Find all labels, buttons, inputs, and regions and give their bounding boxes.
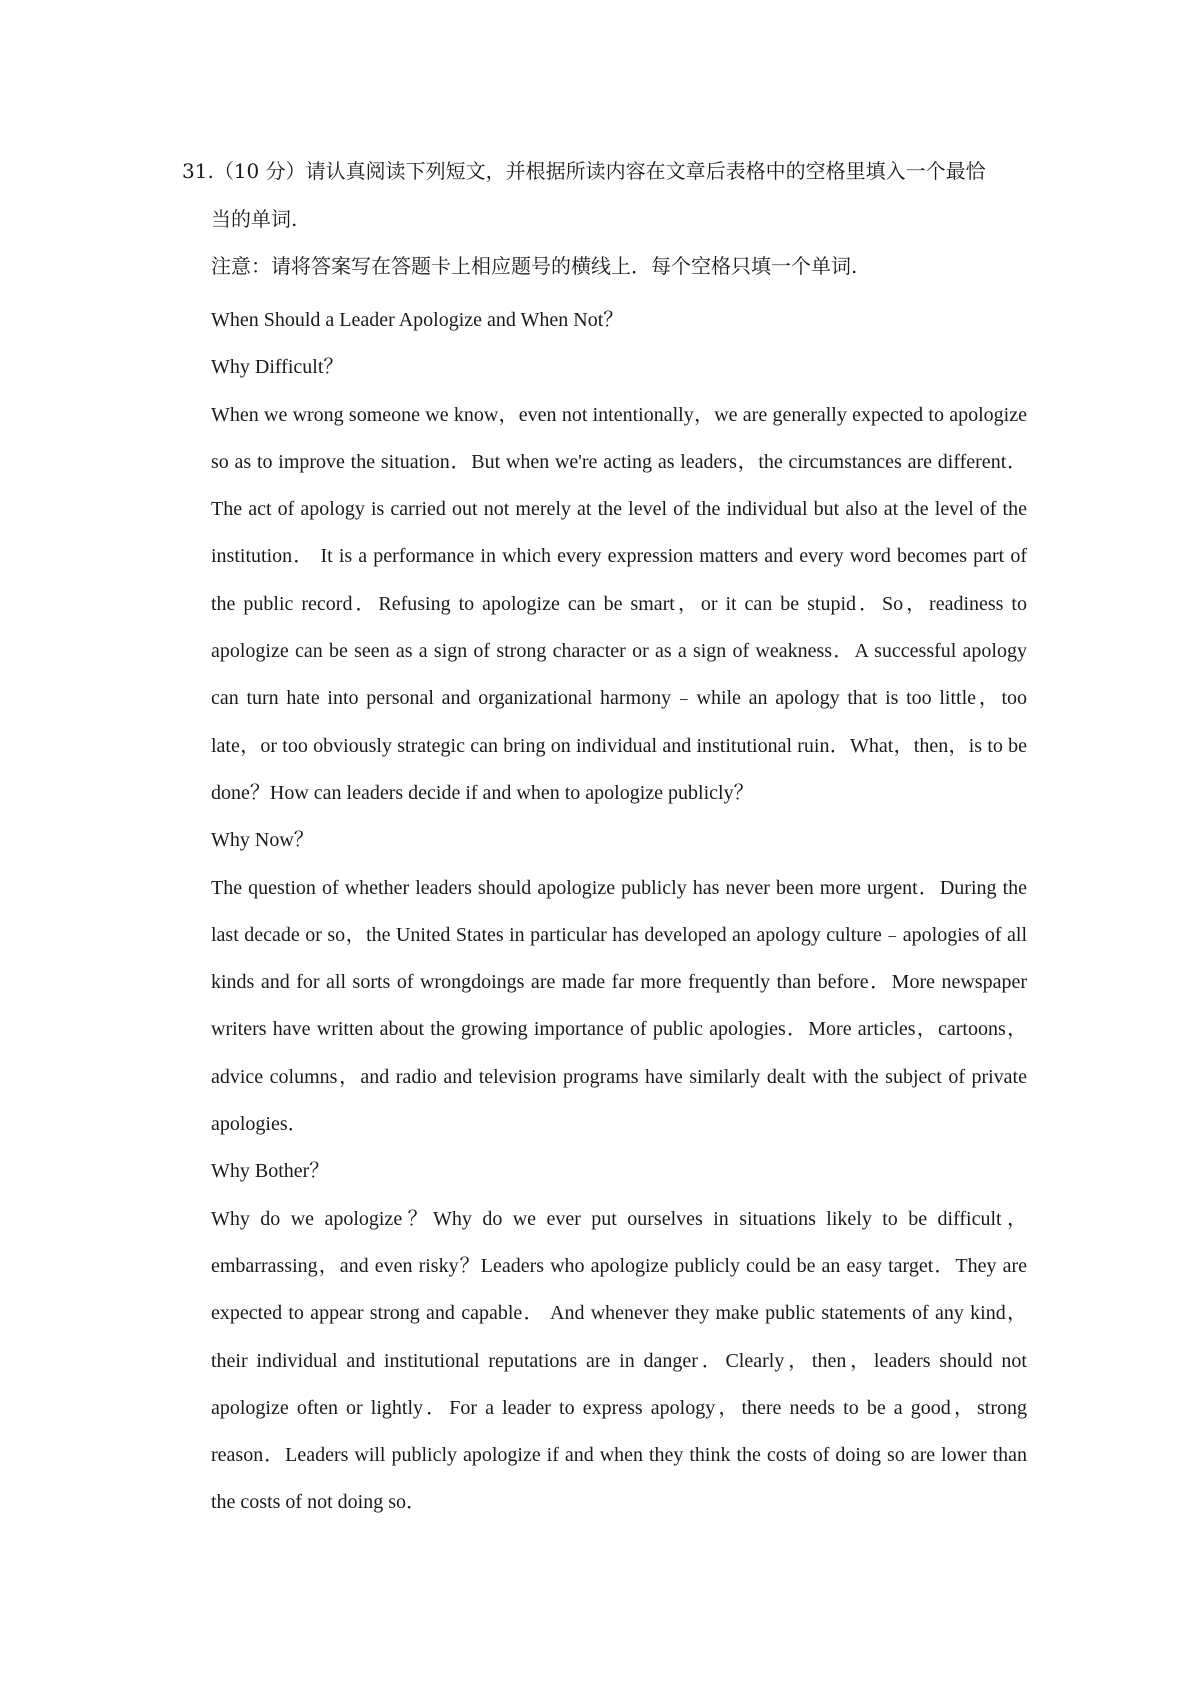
question-header	[182, 155, 1032, 187]
question-instruction-continued: 当的单词.	[211, 207, 298, 231]
section-paragraph: Why do we apologize？Why do we ever put ourselves in situations likely to be difficult，embarrassing，and even risky？Leaders who apologize publicly could be an easy target．They are expected to appear strong and capable． And whenever they make public statements of any kind，their individual and institutional reputations are in danger．Clearly，then，leaders should not apologize often or lightly．For a leader to express apology，there needs to be a good，strong reason．Leaders will publicly apologize if and when they think the costs of doing so are lower than the costs of not doing so．	[211, 1207, 1027, 1514]
section-heading: Why Now？	[211, 829, 314, 852]
article-title: When Should a Leader Apologize and When Not？	[211, 309, 624, 331]
section-heading: Why Difficult？	[211, 356, 344, 379]
section-paragraph: The question of whether leaders should apologize publicly has never been more urgent．During the last decade or so，the United States in particular has developed an apology culture﹣apologies of all kinds and for all sorts of wrongdoings are made far more frequently than before．More newspaper writers have written about the growing importance of public apologies．More articles，cartoons，advice columns，and radio and television programs have similarly dealt with the subject of private apologies．	[211, 876, 1027, 1136]
question-score: （10 分）	[213, 159, 306, 183]
section-paragraph: When we wrong someone we know，even not intentionally，we are generally expected to apologize so as to improve the situation．But when we're acting as leaders，the circumstances are different．The act of apology is carried out not merely at the level of the individual but also at the level of the institution． It is a performance in which every expression matters and every word becomes part of the public record．Refusing to apologize can be smart，or it can be stupid．So，readiness to apologize can be seen as a sign of strong character or as a sign of weakness．A successful apology can turn hate into personal and organizational harmony﹣while an apology that is too little，too late，or too obviously strategic can bring on individual and institutional ruin．What，then，is to be done？How can leaders decide if and when to apologize publicly？	[211, 403, 1027, 804]
article	[211, 297, 1027, 1527]
section-heading: Why Bother？	[211, 1160, 330, 1183]
question-instruction: 请认真阅读下列短文，并根据所读内容在文章后表格中的空格里填入一个最恰	[305, 159, 986, 183]
answer-note: 注意：请将答案写在答题卡上相应题号的横线上．每个空格只填一个单词.	[211, 254, 858, 278]
question-number: 31.	[182, 159, 214, 183]
